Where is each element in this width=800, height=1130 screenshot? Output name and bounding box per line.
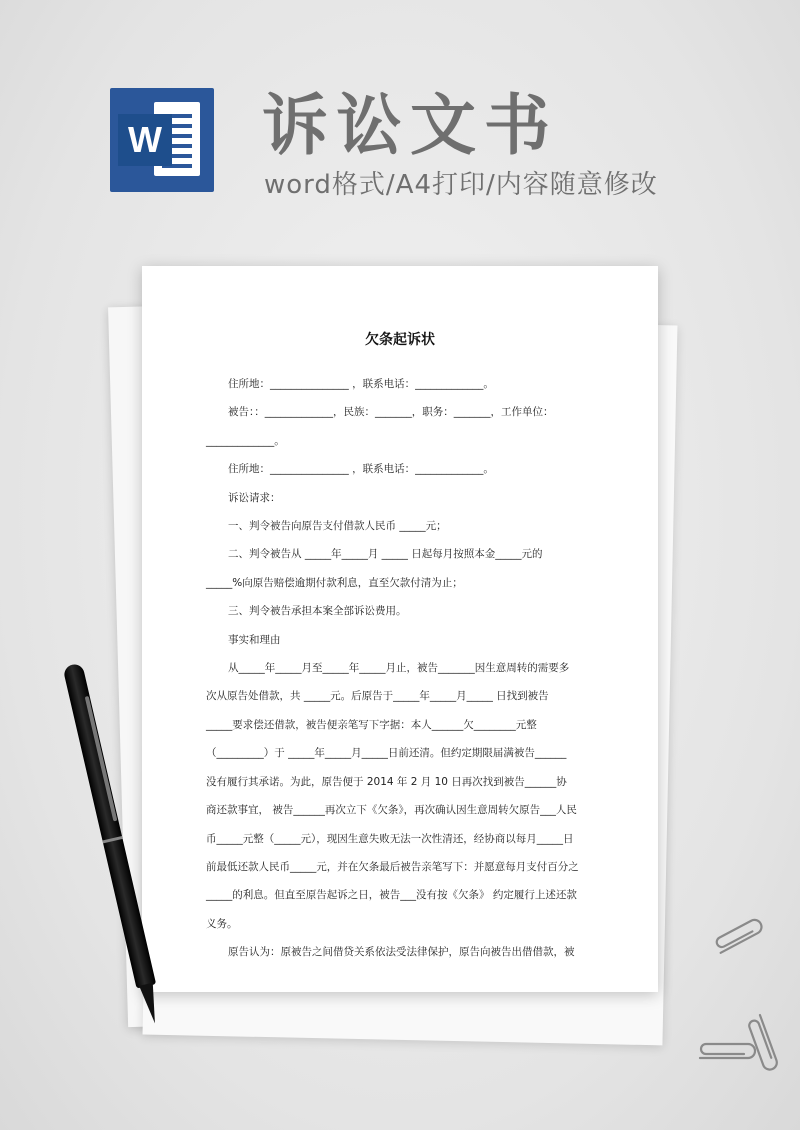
document-line: 诉讼请求： [228, 491, 281, 504]
document-line: 商还款事宜， 被告______再次立下《欠条》，再次确认因生意周转欠原告___人民 [206, 804, 577, 817]
word-logo-icon [110, 88, 214, 192]
document-paper [142, 266, 658, 992]
document-line: 被告：：_____________，民族：_______，职务：_______，工作单位： [228, 406, 554, 419]
document-line: _____%向原告赔偿逾期付款利息，直至欠款付清为止； [206, 576, 463, 589]
document-line: 没有履行其承诺。为此，原告便于 2014 年 2 月 10 日再次找到被告______协 [206, 775, 567, 788]
document-line: 前最低还款人民币_____元，并在欠条最后被告亲笔写下：并愿意每月支付百分之 [206, 860, 579, 873]
document-line: 一、判令被告向原告支付借款人民币 _____元； [228, 520, 447, 533]
paperclip-icon-3 [748, 1008, 788, 1078]
document-body [206, 370, 598, 967]
page-subtitle: word格式/A4打印/内容随意修改 [264, 170, 658, 200]
document-line: 次从原告处借款，共 _____元。后原告于_____年_____月_____ 日找到被告 [206, 690, 549, 703]
document-line: _____要求偿还借款，被告便亲笔写下字据：本人______欠________元整 [206, 718, 537, 731]
word-w-letter: W [118, 114, 172, 166]
document-line: （_________）于 _____年_____月_____日前还清。但约定期限届满被告______ [206, 747, 567, 760]
document-line: 从_____年_____月至_____年_____月止，被告_______因生意周转的需要多 [228, 662, 570, 675]
document-title: 欠条起诉状 [365, 332, 435, 348]
document-line: 住所地：_______________ ，联系电话：_____________。 [228, 463, 494, 476]
document-line: 二、判令被告从 _____年_____月 _____ 日起每月按照本金_____元的 [228, 548, 543, 561]
document-line: 三、判令被告承担本案全部诉讼费用。 [228, 605, 407, 618]
document-line: _____的利息。但直至原告起诉之日，被告___没有按《欠条》 约定履行上述还款 [206, 889, 577, 902]
document-line: 事实和理由 [228, 633, 281, 646]
header-banner [0, 0, 800, 230]
document-line: 币_____元整（_____元），现因生意失败无法一次性清还，经协商以每月_____日 [206, 832, 574, 845]
paperclip-icon [708, 918, 772, 958]
document-line: 住所地：_______________ ，联系电话：_____________。 [228, 378, 494, 390]
document-line: 原告认为：原被告之间借贷关系依法受法律保护，原告向被告出借借款，被 [228, 946, 575, 959]
document-line: _____________。 [206, 434, 285, 447]
document-line: 义务。 [206, 917, 238, 930]
page-title: 诉讼文书 [262, 87, 558, 164]
